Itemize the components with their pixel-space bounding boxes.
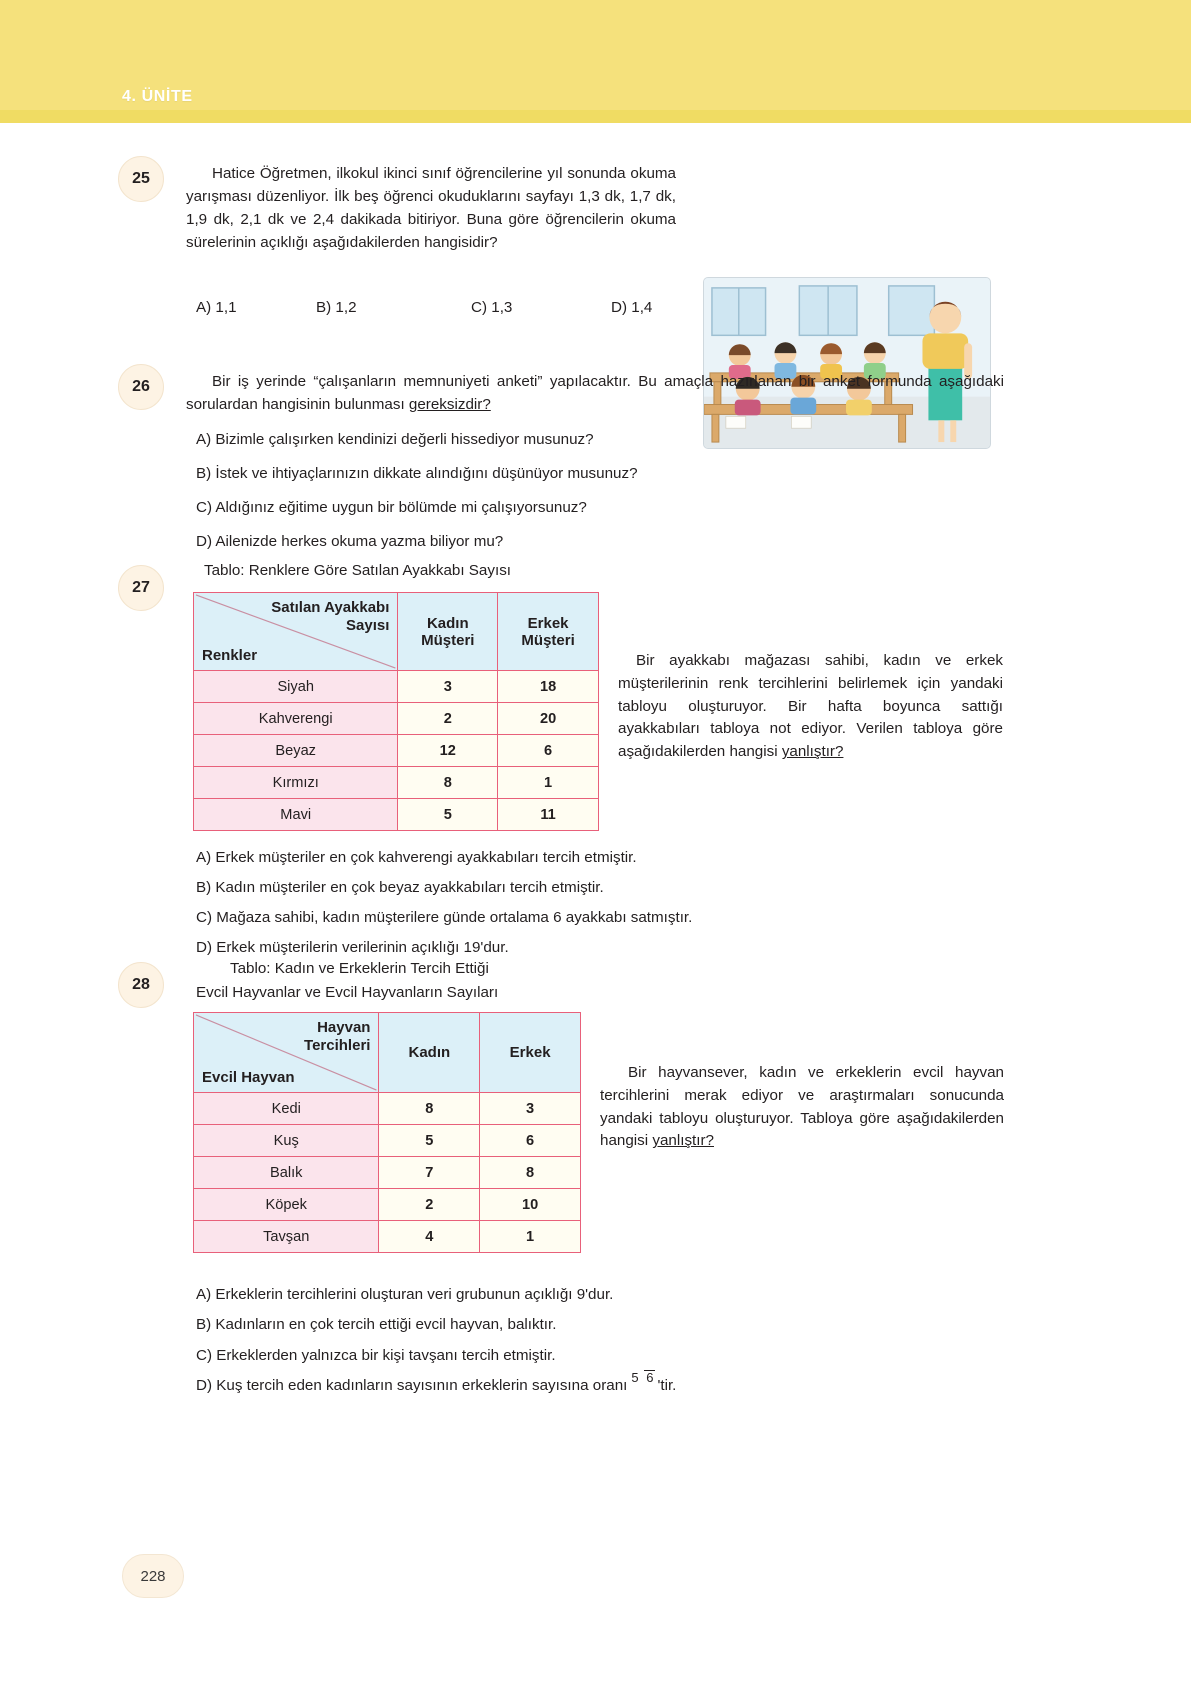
row-label-kopek: Köpek xyxy=(194,1189,379,1221)
fraction-numerator: 5 xyxy=(631,1370,639,1386)
option-27-d[interactable]: D) Erkek müşterilerin verilerinin açıklığı 19'dur. xyxy=(196,939,509,957)
cell-balik-kadin: 7 xyxy=(379,1157,480,1189)
shoe-color-table xyxy=(193,592,599,831)
question-27-options xyxy=(196,845,956,962)
row-label-siyah: Siyah xyxy=(194,671,398,703)
cell-kopek-erkek: 10 xyxy=(480,1189,581,1221)
row-label-kahverengi: Kahverengi xyxy=(194,703,398,735)
row-label-mavi: Mavi xyxy=(194,799,398,831)
question-25-options xyxy=(196,295,676,321)
emphasized-word: gereksizdir? xyxy=(408,396,491,414)
row-label-kus: Kuş xyxy=(194,1125,379,1157)
option-28-c[interactable]: C) Erkeklerden yalnızca bir kişi tavşanı tercih etmiştir. xyxy=(196,1346,556,1364)
table-row xyxy=(194,799,599,831)
cell-kahverengi-erkek: 20 xyxy=(498,703,599,735)
page-content xyxy=(0,122,1191,1684)
row-label-tavsan: Tavşan xyxy=(194,1221,379,1253)
question-26-text: Bir iş yerinde “çalışanların memnuniyeti anketi” yapılacaktır. Bu amaçla hazırlanan bir anket formunda aşağıdaki sorulardan hangisinin bulunması gereksizdir? xyxy=(186,373,1004,414)
corner-bottom-label: Renkler xyxy=(202,647,258,664)
question-28-side-text xyxy=(600,1062,1004,1153)
table-row xyxy=(194,735,599,767)
corner-top-label: Hayvan Tercihleri xyxy=(304,1019,371,1055)
question-26-options xyxy=(196,427,896,556)
option-25-b[interactable]: B) 1,2 xyxy=(316,299,357,316)
question-number-26: 26 xyxy=(118,364,164,410)
option-27-c[interactable]: C) Mağaza sahibi, kadın müşterilere günde ortalama 6 ayakkabı satmıştır. xyxy=(196,909,693,927)
page-header-banner xyxy=(0,0,1191,122)
question-28-side-paragraph: Bir hayvansever, kadın ve erkeklerin evcil hayvan tercihlerini merak ediyor ve araştırmaları sonucunda yandaki tabloyu oluşturuyor. Tabloya göre aşağıdakilerden hangisi yanlıştır? xyxy=(600,1064,1004,1150)
question-27-side-paragraph: Bir ayakkabı mağazası sahibi, kadın ve erkek müşterilerinin renk tercihlerini belirlemek için yandaki tabloyu oluşturuyor. Bir hafta boyunca sattığı ayakkabıları tabloya not ediyor. Verilen tabloya göre aşağıdakilerden hangisi yanlıştır? xyxy=(618,652,1003,761)
column-header-kadin-musteri: Kadın Müşteri xyxy=(398,593,498,671)
column-header-erkek-musteri: Erkek Müşteri xyxy=(498,593,599,671)
classroom-illustration-svg xyxy=(704,278,990,448)
cell-mavi-kadin: 5 xyxy=(398,799,498,831)
option-28-b[interactable]: B) Kadınların en çok tercih ettiği evcil hayvan, balıktır. xyxy=(196,1316,557,1334)
table-corner-cell xyxy=(194,1013,379,1093)
option-26-c[interactable]: C) Aldığınız eğitime uygun bir bölümde mi çalışıyorsunuz? xyxy=(196,499,587,517)
emphasized-word: yanlıştır? xyxy=(652,1132,714,1150)
table-row xyxy=(194,1157,581,1189)
table-row xyxy=(194,1125,581,1157)
option-26-a[interactable]: A) Bizimle çalışırken kendinizi değerli hissediyor musunuz? xyxy=(196,431,594,448)
cell-balik-erkek: 8 xyxy=(480,1157,581,1189)
table-row xyxy=(194,1093,581,1125)
option-28-d-suffix: 'tir. xyxy=(657,1377,677,1395)
option-27-b[interactable]: B) Kadın müşteriler en çok beyaz ayakkabıları tercih etmiştir. xyxy=(196,879,604,897)
row-label-kirmizi: Kırmızı xyxy=(194,767,398,799)
row-label-kedi: Kedi xyxy=(194,1093,379,1125)
table-row xyxy=(194,671,599,703)
cell-kedi-kadin: 8 xyxy=(379,1093,480,1125)
cell-kedi-erkek: 3 xyxy=(480,1093,581,1125)
option-28-a[interactable]: A) Erkeklerin tercihlerini oluşturan veri grubunun açıklığı 9'dur. xyxy=(196,1286,614,1303)
cell-kopek-kadin: 2 xyxy=(379,1189,480,1221)
classroom-illustration xyxy=(703,277,991,449)
question-27-side-text xyxy=(618,650,1003,764)
option-28-d-fraction xyxy=(629,1370,655,1400)
cell-kus-kadin: 5 xyxy=(379,1125,480,1157)
option-27-a[interactable]: A) Erkek müşteriler en çok kahverengi ayakkabıları tercih etmiştir. xyxy=(196,849,637,866)
emphasized-word: yanlıştır? xyxy=(781,743,844,761)
cell-kirmizi-kadin: 8 xyxy=(398,767,498,799)
question-28-table-title-line2: Evcil Hayvanlar ve Evcil Hayvanların Sayıları xyxy=(196,984,499,1001)
table-corner-cell xyxy=(194,593,398,671)
option-26-d[interactable]: D) Ailenizde herkes okuma yazma biliyor mu? xyxy=(196,533,504,551)
column-header-erkek: Erkek xyxy=(480,1013,581,1093)
table-header-row xyxy=(194,593,599,671)
question-number-27: 27 xyxy=(118,565,164,611)
option-26-b[interactable]: B) İstek ve ihtiyaçlarınızın dikkate alındığını düşünüyor musunuz? xyxy=(196,465,638,483)
fraction-denominator: 6 xyxy=(646,1370,654,1386)
column-header-kadin: Kadın xyxy=(379,1013,480,1093)
table-row xyxy=(194,703,599,735)
cell-siyah-erkek: 18 xyxy=(498,671,599,703)
table-row xyxy=(194,1221,581,1253)
cell-siyah-kadin: 3 xyxy=(398,671,498,703)
table-row xyxy=(194,767,599,799)
cell-kus-erkek: 6 xyxy=(480,1125,581,1157)
question-28-options xyxy=(196,1280,956,1402)
cell-beyaz-kadin: 12 xyxy=(398,735,498,767)
question-number-25: 25 xyxy=(118,156,164,202)
row-label-balik: Balık xyxy=(194,1157,379,1189)
cell-tavsan-kadin: 4 xyxy=(379,1221,480,1253)
cell-tavsan-erkek: 1 xyxy=(480,1221,581,1253)
page-number-badge: 228 xyxy=(122,1554,184,1598)
option-25-a[interactable]: A) 1,1 xyxy=(196,299,237,316)
cell-kirmizi-erkek: 1 xyxy=(498,767,599,799)
pet-preference-table xyxy=(193,1012,581,1253)
cell-kahverengi-kadin: 2 xyxy=(398,703,498,735)
table-header-row xyxy=(194,1013,581,1093)
cell-mavi-erkek: 11 xyxy=(498,799,599,831)
corner-bottom-label: Evcil Hayvan xyxy=(202,1069,295,1086)
question-28-table-title-line1: Tablo: Kadın ve Erkeklerin Tercih Ettiği xyxy=(230,960,489,977)
option-28-d-prefix: D) Kuş tercih eden kadınların sayısının erkeklerin sayısına oranı xyxy=(196,1377,628,1395)
option-28-d[interactable] xyxy=(196,1371,956,1401)
cell-beyaz-erkek: 6 xyxy=(498,735,599,767)
question-number-28: 28 xyxy=(118,962,164,1008)
table-row xyxy=(194,1189,581,1221)
option-25-d[interactable]: D) 1,4 xyxy=(611,299,653,316)
option-25-c[interactable]: C) 1,3 xyxy=(471,299,513,316)
question-25-text: Hatice Öğretmen, ilkokul ikinci sınıf öğrencilerine yıl sonunda okuma yarışması düzenliyor. İlk beş öğrenci okuduklarını sayfayı 1,3 dk, 1,7 dk, 1,9 dk, 2,1 dk ve 2,4 dakikada bitiriyor. Buna göre öğrencilerin okuma sürelerinin açıklığı aşağıdakilerden hangisidir? xyxy=(186,165,676,252)
corner-top-label: Satılan Ayakkabı Sayısı xyxy=(271,599,390,635)
unit-label: 4. ÜNİTE xyxy=(122,88,193,105)
question-27-table-title: Tablo: Renklere Göre Satılan Ayakkabı Sayısı xyxy=(204,562,512,579)
row-label-beyaz: Beyaz xyxy=(194,735,398,767)
